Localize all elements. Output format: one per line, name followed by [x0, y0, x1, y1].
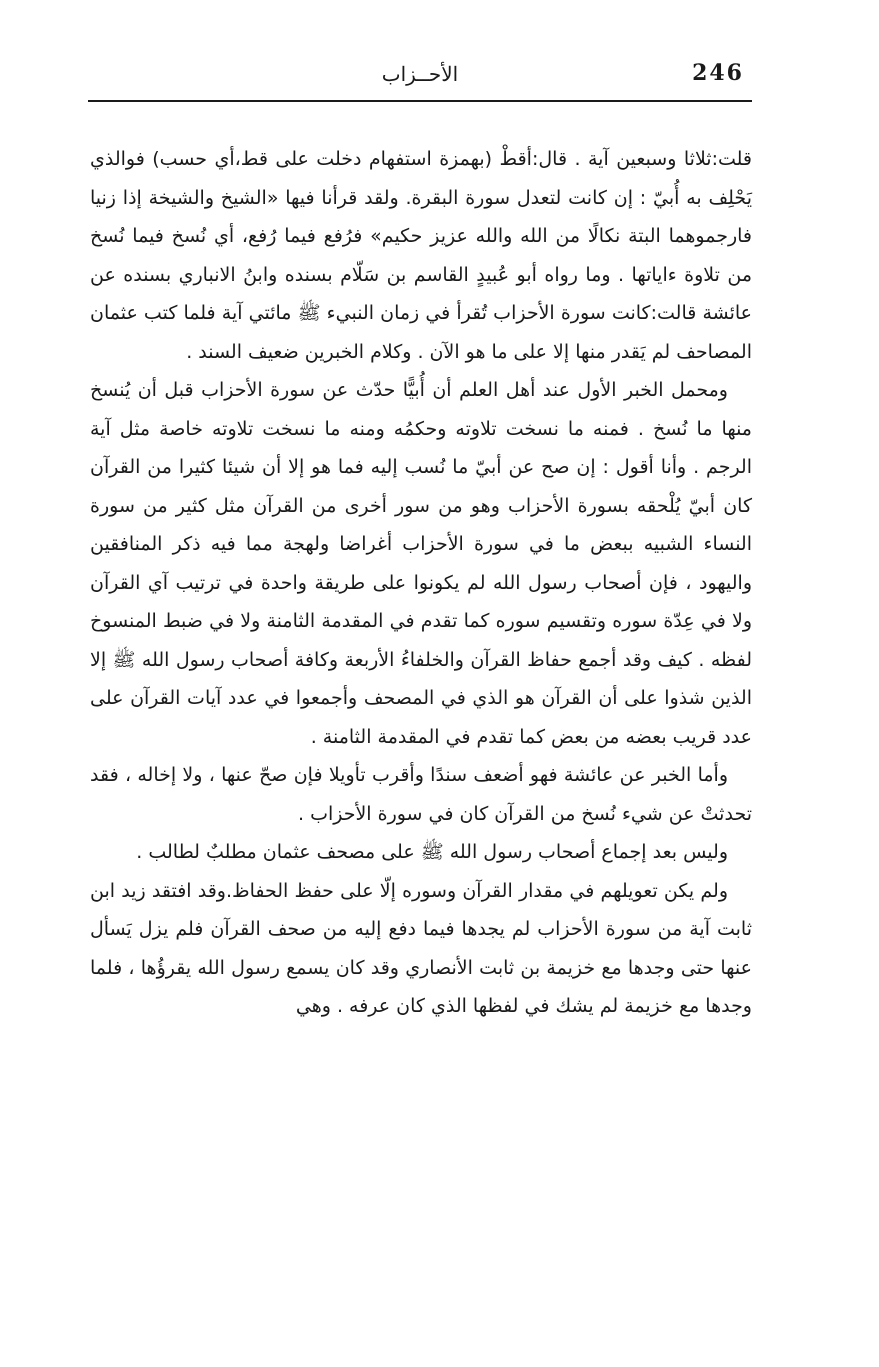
paragraph: وأما الخبر عن عائشة فهو أضعف سندًا وأقرب تأويلا فإن صحّ عنها ، ولا إخاله ، فقد تحدثتْ عن شيء نُسخ من القرآن كان في سورة الأحزاب . [90, 764, 752, 825]
paragraph: ومحمل الخبر الأول عند أهل العلم أن أُبيًّا حدّث عن سورة الأحزاب قبل أن يُنسخ منها ما نُسخ . فمنه ما نسخت تلاوته وحكمُه ومنه ما نسخت تلاوته خاصة مثل آية الرجم . وأنا أقول : إن صح عن أبيّ ما نُسب إليه فما هو إلا أن شيئا كثيرا من القرآن كان أبيّ يُلْحقه بسورة الأحزاب وهو من سور أخرى من القرآن مثل كثير من سورة النساء الشبيه ببعض ما في سورة الأحزاب أغراضا ولهجة مما فيه ذكر المنافقين واليهود ، فإن أصحاب رسول الله لم يكونوا على طريقة واحدة في ترتيب آي القرآن ولا في عِدّة سوره وتقسيم سوره كما تقدم في المقدمة الثامنة ولا في ضبط المنسوخ لفظه . كيف وقد أجمع حفاظ القرآن والخلفاءُ الأربعة وكافة أصحاب رسول الله ﷺ إلا الذين شذوا على أن القرآن هو الذي في المصحف وأجمعوا في عدد آيات القرآن على عدد قريب بعضه من بعض كما تقدم في المقدمة الثامنة . [90, 379, 752, 748]
paragraph: وليس بعد إجماع أصحاب رسول الله ﷺ على مصحف عثمان مطلبٌ لطالب . [136, 841, 728, 863]
running-title: الأحــزاب [381, 62, 459, 86]
paragraph: قلت:ثلاثا وسبعين آية . قال:أقطْ (بهمزة استفهام دخلت على قط،أي حسب) فوالذي يَحْلِف به أُبيّ : إن كانت لتعدل سورة البقرة. ولقد قرأنا فيها «الشيخ والشيخة إذا زنيا فارجموهما البتة نكالًا من الله والله عزيز حكيم» فرُفع فيما رُفع، أي نُسخ فيما نُسخ من تلاوة ءاياتها . وما رواه أبو عُبيدٍ القاسم بن سَلّام بسنده وابنُ الانباري بسنده عن عائشة قالت:كانت سورة الأحزاب تُقرأ في زمان النبيء ﷺ مائتي آية فلما كتب عثمان المصاحف لم يَقدر منها إلا على ما هو الآن . وكلام الخبرين ضعيف السند . [90, 148, 752, 363]
page-number: 246 [692, 60, 744, 86]
body-text [90, 140, 752, 1026]
page-header [88, 58, 752, 98]
header-rule [88, 100, 752, 102]
paragraph: ولم يكن تعويلهم في مقدار القرآن وسوره إلّا على حفظ الحفاظ.وقد افتقد زيد ابن ثابت آية من سورة الأحزاب لم يجدها فيما دفع إليه من صحف القرآن فلم يزل يَسأل عنها حتى وجدها مع خزيمة بن ثابت الأنصاري وقد كان يسمع رسول الله يقرؤُها ، فلما وجدها مع خزيمة لم يشك في لفظها الذي كان عرفه . وهي [90, 879, 752, 1017]
